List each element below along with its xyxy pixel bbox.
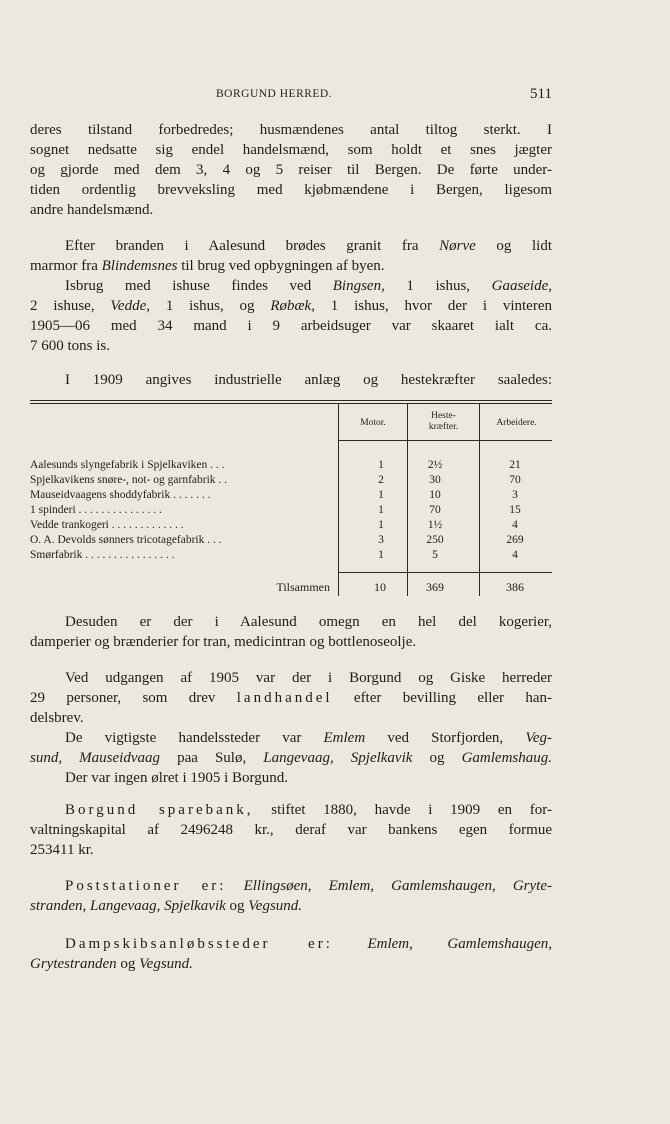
table-row: Vedde trankogeri . . . . . . . . . . . . . 1 1½ 4 — [30, 519, 518, 531]
table-row: Aalesunds slyngefabrik i Spjelkaviken . . . 1 2½ 21 — [30, 459, 521, 471]
total-rule — [338, 572, 552, 573]
table-row: O. A. Devolds sønners tricotagefabrik . . . 3 250 269 — [30, 534, 524, 546]
text-line: stranden, Langevaag, Spjelkavik og Vegsund. — [30, 898, 303, 914]
text-line: og gjorde med dem 3, 4 og 5 reiser til Bergen. De førte under- — [30, 162, 552, 178]
col-header-arbeidere: Arbeidere. — [496, 418, 537, 428]
text-line: Borgund sparebank, stiftet 1880, havde i 1909 en for- — [65, 802, 552, 818]
paragraph-2-3 — [30, 236, 552, 356]
page-number: 511 — [530, 86, 552, 102]
text-line: Poststationer er: Ellingsøen, Emlem, Gamlemshaugen, Gryte- — [65, 878, 552, 894]
paragraph-4 — [30, 612, 552, 652]
header-title: BORGUND HERRED. — [216, 88, 333, 100]
text-line: sognet nedsatte sig endel handelsmænd, som holdt et snes jægter — [30, 142, 552, 158]
industry-table — [30, 400, 552, 598]
table-top-rule — [30, 403, 552, 404]
running-header — [30, 88, 552, 108]
text-line: Desuden er der i Aalesund omegn en hel del kogerier, — [65, 614, 552, 630]
text-line: delsbrev. — [30, 710, 84, 726]
paragraph-7 — [30, 800, 552, 860]
text-line: valtningskapital af 2496248 kr., deraf var bankens egen formue — [30, 822, 552, 838]
text-line: I 1909 angives industrielle anlæg og hestekræfter saaledes: — [65, 372, 552, 388]
text-line: marmor fra Blindemsnes til brug ved opbygningen af byen. — [30, 258, 385, 274]
text-line: sund, Mauseidvaag paa Sulø, Langevaag, Spjelkavik og Gamlemshaug. — [30, 750, 552, 766]
text-line: Grytestranden og Vegsund. — [30, 956, 193, 972]
table-row: 1 spinderi . . . . . . . . . . . . . . . 1 70 15 — [30, 504, 521, 516]
text-line: tiden ordentlig brevveksling med kjøbmændene i Bergen, ligesom — [30, 182, 552, 198]
table-top-rule — [30, 400, 552, 401]
paragraph-8 — [30, 876, 552, 916]
paragraph-9 — [30, 934, 552, 974]
text-line: 2 ishuse, Vedde, 1 ishus, og Røbæk, 1 ishus, hvor der i vinteren — [30, 298, 552, 314]
text-line: De vigtigste handelssteder var Emlem ved Storfjorden, Veg- — [65, 730, 552, 746]
paragraph-1 — [30, 120, 552, 220]
header-rule — [338, 440, 552, 441]
text-line: Ved udgangen af 1905 var der i Borgund og Giske herreder — [65, 670, 552, 686]
text-line: Dampskibsanløbssteder er: Emlem, Gamlemshaugen, — [65, 936, 552, 952]
paragraph-5-6 — [30, 668, 552, 788]
text-line: 29 personer, som drev landhandel efter bevilling eller han- — [30, 690, 552, 706]
table-row: Spjelkavikens snøre-, not- og garnfabrik . . 2 30 70 — [30, 474, 521, 486]
text-line: 253411 kr. — [30, 842, 94, 858]
text-line: Isbrug med ishuse findes ved Bingsen, 1 ishus, Gaaseide, — [65, 278, 553, 294]
col-header-hestekraefter: Heste- kræfter. — [428, 411, 459, 432]
col-header-motor: Motor. — [360, 418, 386, 428]
text-line: Der var ingen ølret i 1905 i Borgund. — [65, 770, 289, 786]
text-line: 1905—06 med 34 mand i 9 arbeidsuger var skaaret ialt ca. — [30, 318, 552, 334]
table-row: Smørfabrik . . . . . . . . . . . . . . . . 1 5 4 — [30, 549, 518, 561]
table-intro — [30, 370, 552, 390]
text-line: 7 600 tons is. — [30, 338, 111, 354]
text-line: damperier og brænderier for tran, medicintran og bottlenoseolje. — [30, 634, 417, 650]
text-line: deres tilstand forbedredes; husmændenes antal tiltog sterkt. I — [30, 122, 552, 138]
table-total-row: Tilsammen 10 369 386 — [276, 580, 524, 594]
text-line: andre handelsmænd. — [30, 202, 154, 218]
table-row: Mauseidvaagens shoddyfabrik . . . . . . . 1 10 3 — [30, 489, 518, 501]
text-line: Efter branden i Aalesund brødes granit fra Nørve og lidt — [65, 238, 552, 254]
